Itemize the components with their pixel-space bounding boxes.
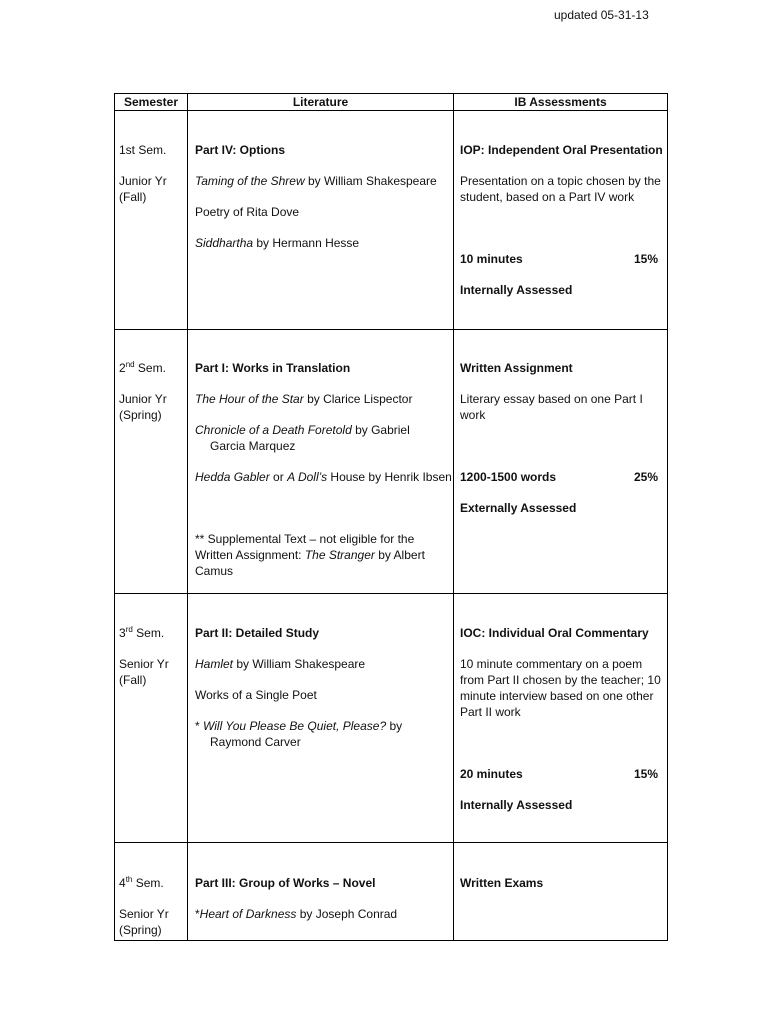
- work-item: Taming of the Shrew by William Shakespeare: [195, 174, 437, 188]
- assessment-title: Written Assignment: [460, 361, 573, 375]
- column-divider: [453, 94, 454, 940]
- header-ib-assessments: IB Assessments: [514, 95, 607, 109]
- header-literature: Literature: [292, 95, 349, 109]
- year-label: Senior Yr: [119, 907, 169, 921]
- season-label: (Fall): [119, 673, 147, 687]
- semester-cell: [119, 625, 183, 688]
- row-divider: [115, 593, 667, 594]
- assessment-cell: [460, 875, 665, 891]
- semester-word: Sem.: [135, 143, 167, 157]
- semester-cell: [119, 360, 183, 423]
- assessment-cell: [460, 142, 665, 298]
- assessment-description: Presentation on a topic chosen by the student, based on a Part IV work: [460, 174, 661, 204]
- assessment-length: 20 minutes: [460, 767, 523, 781]
- semester-suffix: rd: [125, 625, 133, 634]
- assessment-length-row: [460, 251, 658, 267]
- semester-suffix: th: [125, 875, 133, 884]
- literature-cell: [195, 142, 447, 251]
- season-label: (Fall): [119, 190, 147, 204]
- part-title: Part II: Detailed Study: [195, 626, 320, 640]
- supplemental-note: ** Supplemental Text – not eligible for the Written Assignment: The Stranger by Albert Camus: [195, 532, 425, 578]
- part-title: Part I: Works in Translation: [195, 361, 351, 375]
- assessment-description: 10 minute commentary on a poem from Part II chosen by the teacher; 10 minute interview based on one other Part II work: [460, 657, 661, 719]
- semester-cell: [119, 142, 183, 205]
- assessment-type: Externally Assessed: [460, 501, 577, 515]
- semester-word: Sem.: [132, 876, 164, 890]
- updated-date: updated 05-31-13: [554, 8, 649, 22]
- work-item: Chronicle of a Death Foretold by Gabriel Garcia Marquez: [195, 423, 410, 453]
- work-item: The Hour of the Star by Clarice Lispector: [195, 392, 413, 406]
- work-item: Hedda Gabler or A Doll’s House by Henrik Ibsen: [195, 470, 452, 484]
- row-divider: [115, 329, 667, 330]
- part-title: Part IV: Options: [195, 143, 286, 157]
- season-label: (Spring): [119, 408, 162, 422]
- work-item: Hamlet by William Shakespeare: [195, 657, 366, 671]
- work-item: Works of a Single Poet: [195, 688, 317, 702]
- year-label: Senior Yr: [119, 657, 169, 671]
- literature-cell: [195, 875, 447, 922]
- semester-word: Sem.: [132, 626, 165, 640]
- header-semester: Semester: [123, 95, 179, 109]
- semester-cell: [119, 875, 183, 938]
- season-label: (Spring): [119, 923, 162, 937]
- semester-number: 1st: [119, 143, 136, 157]
- assessment-type: Internally Assessed: [460, 798, 573, 812]
- assessment-weight: 15%: [633, 767, 658, 781]
- semester-number: 3: [119, 626, 126, 640]
- assessment-cell: [460, 360, 665, 516]
- literature-cell: [195, 625, 447, 750]
- assessment-title: IOP: Independent Oral Presentation: [460, 143, 663, 157]
- assessment-length: 10 minutes: [460, 252, 523, 266]
- assessment-cell: [460, 625, 665, 813]
- assessment-title: Written Exams: [460, 876, 544, 890]
- literature-cell: [195, 360, 452, 579]
- work-item: * Will You Please Be Quiet, Please? by Raymond Carver: [195, 719, 403, 749]
- assessment-description: Literary essay based on one Part I work: [460, 392, 643, 422]
- assessment-weight: 15%: [633, 252, 658, 266]
- assessment-length-row: [460, 766, 658, 782]
- semester-suffix: nd: [125, 360, 135, 369]
- curriculum-table: [114, 93, 668, 941]
- work-item: Siddhartha by Hermann Hesse: [195, 236, 360, 250]
- assessment-length: 1200-1500 words: [460, 470, 557, 484]
- assessment-length-row: [460, 469, 658, 485]
- column-divider: [187, 94, 188, 940]
- semester-number: 4: [119, 876, 126, 890]
- year-label: Junior Yr: [119, 174, 167, 188]
- part-title: Part III: Group of Works – Novel: [195, 876, 376, 890]
- assessment-title: IOC: Individual Oral Commentary: [460, 626, 649, 640]
- work-item: *Heart of Darkness by Joseph Conrad: [195, 907, 398, 921]
- work-item: Poetry of Rita Dove: [195, 205, 300, 219]
- row-divider: [115, 842, 667, 843]
- assessment-type: Internally Assessed: [460, 283, 573, 297]
- year-label: Junior Yr: [119, 392, 167, 406]
- assessment-weight: 25%: [633, 470, 658, 484]
- semester-number: 2: [119, 361, 126, 375]
- semester-word: Sem.: [134, 361, 166, 375]
